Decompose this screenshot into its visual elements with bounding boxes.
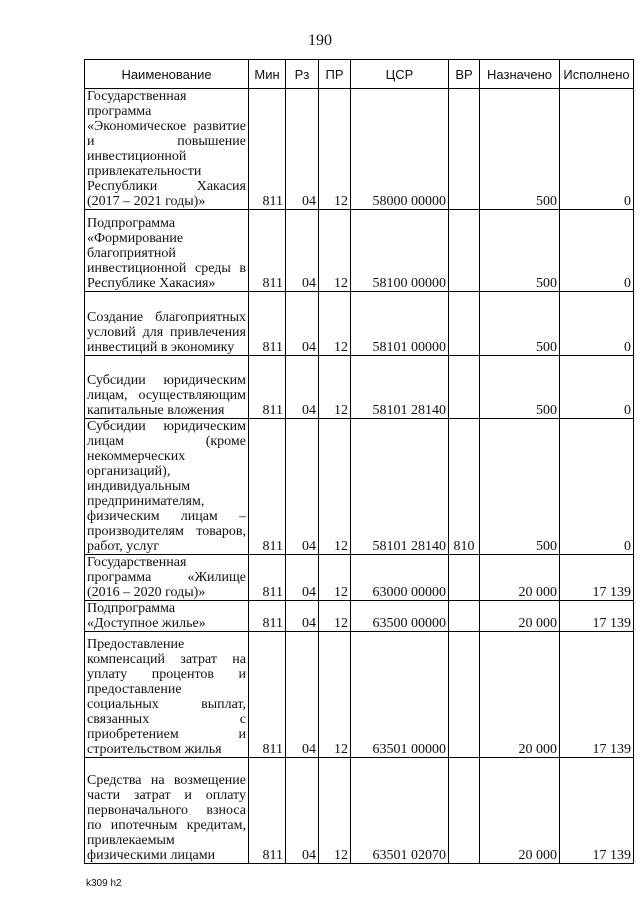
row-rz-cell: 04 bbox=[286, 555, 319, 601]
footer-code: k309 h2 bbox=[86, 878, 122, 889]
column-header-executed: Исполнено bbox=[560, 60, 634, 89]
row-rz-cell: 04 bbox=[286, 292, 319, 356]
row-csr-cell: 63501 00000 bbox=[351, 632, 449, 758]
row-name-cell: Субсидии юридическим лицам (кроме некоммерческих организаций), индивидуальным предпринимателям, физическим лицам – производителям товаров, работ, услуг bbox=[85, 419, 249, 555]
row-csr-cell: 58101 28140 bbox=[351, 419, 449, 555]
row-min-cell: 811 bbox=[249, 632, 286, 758]
row-assigned-cell: 20 000 bbox=[480, 632, 560, 758]
table-row bbox=[85, 292, 634, 356]
row-executed-cell: 0 bbox=[560, 89, 634, 210]
row-executed-cell: 17 139 bbox=[560, 632, 634, 758]
row-executed-cell: 17 139 bbox=[560, 601, 634, 632]
row-vr-cell bbox=[449, 356, 480, 419]
row-executed-cell: 0 bbox=[560, 356, 634, 419]
row-min-cell: 811 bbox=[249, 292, 286, 356]
row-rz-cell: 04 bbox=[286, 632, 319, 758]
row-name-cell: Предоставление компенсаций затрат на уплату процентов и предоставление социальных выплат, связанных с приобретением и строительством жилья bbox=[85, 632, 249, 758]
row-assigned-cell: 500 bbox=[480, 89, 560, 210]
row-assigned-cell: 20 000 bbox=[480, 758, 560, 864]
row-min-cell: 811 bbox=[249, 601, 286, 632]
row-pr-cell: 12 bbox=[319, 210, 351, 292]
row-name-cell: Средства на возмещение части затрат и оплату первоначального взноса по ипотечным кредитам, привлекаемым физическими лицами bbox=[85, 758, 249, 864]
row-executed-cell: 0 bbox=[560, 419, 634, 555]
row-pr-cell: 12 bbox=[319, 555, 351, 601]
table-row bbox=[85, 210, 634, 292]
row-min-cell: 811 bbox=[249, 419, 286, 555]
row-vr-cell bbox=[449, 210, 480, 292]
row-vr-cell bbox=[449, 555, 480, 601]
column-header-csr: ЦСР bbox=[351, 60, 449, 89]
row-pr-cell: 12 bbox=[319, 758, 351, 864]
row-name-cell: Создание благоприятных условий для привлечения инвестиций в экономику bbox=[85, 292, 249, 356]
row-executed-cell: 0 bbox=[560, 210, 634, 292]
row-vr-cell: 810 bbox=[449, 419, 480, 555]
row-rz-cell: 04 bbox=[286, 210, 319, 292]
row-name-cell: Подпрограмма «Доступное жилье» bbox=[85, 601, 249, 632]
row-vr-cell bbox=[449, 89, 480, 210]
row-rz-cell: 04 bbox=[286, 356, 319, 419]
page-number: 190 bbox=[308, 32, 332, 49]
row-min-cell: 811 bbox=[249, 758, 286, 864]
row-csr-cell: 63501 02070 bbox=[351, 758, 449, 864]
row-assigned-cell: 500 bbox=[480, 210, 560, 292]
row-pr-cell: 12 bbox=[319, 89, 351, 210]
row-csr-cell: 58101 28140 bbox=[351, 356, 449, 419]
budget-table bbox=[84, 59, 634, 864]
row-name-cell: Субсидии юридическим лицам, осуществляющим капитальные вложения bbox=[85, 356, 249, 419]
row-pr-cell: 12 bbox=[319, 292, 351, 356]
row-assigned-cell: 20 000 bbox=[480, 601, 560, 632]
row-executed-cell: 17 139 bbox=[560, 555, 634, 601]
row-name-cell: Подпрограмма «Формирование благоприятной инвестиционной среды в Республике Хакасия» bbox=[85, 210, 249, 292]
row-name-cell: Государственная программа «Экономическое развитие и повышение инвестиционной привлекательности Республики Хакасия (2017 – 2021 годы)» bbox=[85, 89, 249, 210]
row-assigned-cell: 500 bbox=[480, 292, 560, 356]
row-min-cell: 811 bbox=[249, 356, 286, 419]
row-executed-cell: 17 139 bbox=[560, 758, 634, 864]
row-csr-cell: 58000 00000 bbox=[351, 89, 449, 210]
row-pr-cell: 12 bbox=[319, 632, 351, 758]
table-row bbox=[85, 601, 634, 632]
row-min-cell: 811 bbox=[249, 210, 286, 292]
column-header-name: Наименование bbox=[85, 60, 249, 89]
row-assigned-cell: 500 bbox=[480, 356, 560, 419]
row-vr-cell bbox=[449, 758, 480, 864]
row-vr-cell bbox=[449, 292, 480, 356]
table-row bbox=[85, 89, 634, 210]
column-header-min: Мин bbox=[249, 60, 286, 89]
row-vr-cell bbox=[449, 632, 480, 758]
row-csr-cell: 63500 00000 bbox=[351, 601, 449, 632]
table-header-row bbox=[85, 60, 634, 89]
table-row bbox=[85, 419, 634, 555]
row-assigned-cell: 500 bbox=[480, 419, 560, 555]
row-name-cell: Государственная программа «Жилище (2016 – 2020 годы)» bbox=[85, 555, 249, 601]
row-csr-cell: 58101 00000 bbox=[351, 292, 449, 356]
row-rz-cell: 04 bbox=[286, 601, 319, 632]
row-min-cell: 811 bbox=[249, 555, 286, 601]
row-pr-cell: 12 bbox=[319, 356, 351, 419]
row-rz-cell: 04 bbox=[286, 758, 319, 864]
table-row bbox=[85, 632, 634, 758]
column-header-pr: ПР bbox=[319, 60, 351, 89]
row-pr-cell: 12 bbox=[319, 601, 351, 632]
row-min-cell: 811 bbox=[249, 89, 286, 210]
table-row bbox=[85, 356, 634, 419]
row-csr-cell: 63000 00000 bbox=[351, 555, 449, 601]
row-executed-cell: 0 bbox=[560, 292, 634, 356]
row-assigned-cell: 20 000 bbox=[480, 555, 560, 601]
column-header-assigned: Назначено bbox=[480, 60, 560, 89]
table-row bbox=[85, 555, 634, 601]
table-row bbox=[85, 758, 634, 864]
row-vr-cell bbox=[449, 601, 480, 632]
row-rz-cell: 04 bbox=[286, 419, 319, 555]
row-rz-cell: 04 bbox=[286, 89, 319, 210]
row-pr-cell: 12 bbox=[319, 419, 351, 555]
row-csr-cell: 58100 00000 bbox=[351, 210, 449, 292]
column-header-rz: Рз bbox=[286, 60, 319, 89]
column-header-vr: ВР bbox=[449, 60, 480, 89]
